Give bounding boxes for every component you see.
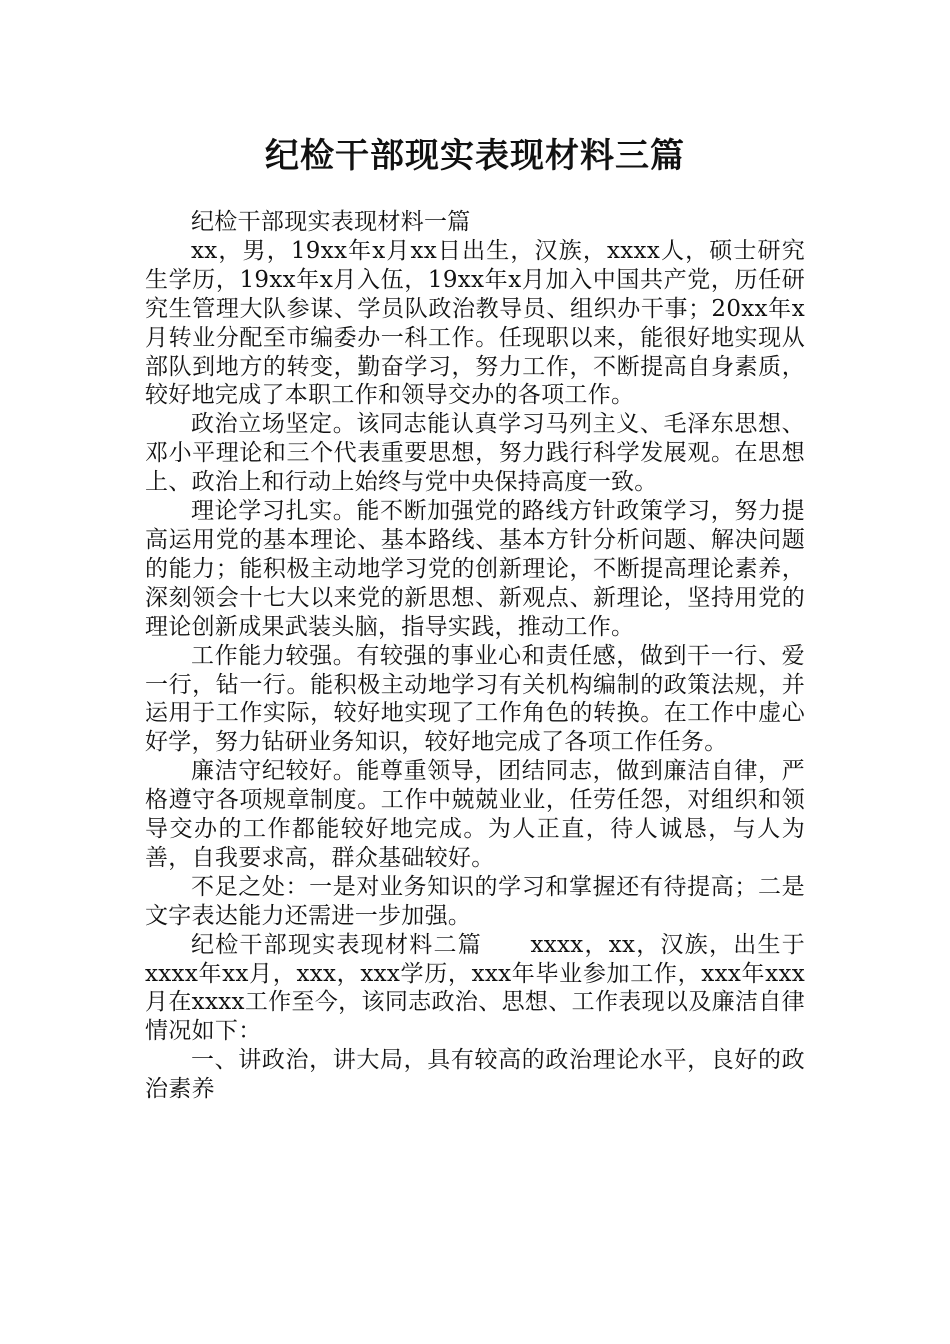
paragraph-theory-study: 理论学习扎实。能不断加强党的路线方针政策学习，努力提高运用党的基本理论、基本路线、基本方针分析问题、解决问题的能力；能积极主动地学习党的创新理论，不断提高理论素养，深刻领会十七大以来党的新思想、新观点、新理论，坚持用党的理论创新成果武装头脑，指导实践，推动工作。 bbox=[145, 498, 805, 640]
document-body bbox=[145, 208, 805, 1104]
document-title: 纪检干部现实表现材料三篇 bbox=[265, 136, 685, 176]
paragraph-political-stance: 政治立场坚定。该同志能认真学习马列主义、毛泽东思想、邓小平理论和三个代表重要思想，努力践行科学发展观。在思想上、政治上和行动上始终与党中央保持高度一致。 bbox=[145, 411, 805, 496]
paragraph-section-two-intro: 纪检干部现实表现材料二篇 xxxx，xx，汉族，出生于xxxx年xx月，xxx，xxx学历，xxx年毕业参加工作，xxx年xxx月在xxxx工作至今，该同志政治、思想、工作表现以及廉洁自律情况如下： bbox=[145, 931, 805, 1045]
paragraph-shortcomings: 不足之处：一是对业务知识的学习和掌握还有待提高；二是文字表达能力还需进一步加强。 bbox=[145, 873, 805, 929]
section-heading-one: 纪检干部现实表现材料一篇 bbox=[191, 209, 471, 235]
paragraph-work-ability: 工作能力较强。有较强的事业心和责任感，做到干一行、爱一行，钻一行。能积极主动地学习有关机构编制的政策法规，并运用于工作实际，较好地实现了工作角色的转换。在工作中虚心好学，努力钻研业务知识，较好地完成了各项工作任务。 bbox=[145, 642, 805, 756]
paragraph-personal-info: xx，男，19xx年x月xx日出生，汉族，xxxx人，硕士研究生学历，19xx年x月入伍，19xx年x月加入中国共产党，历任研究生管理大队参谋、学员队政治教导员、组织办干事；20xx年x月转业分配至市编委办一科工作。任现职以来，能很好地实现从部队到地方的转变，勤奋学习，努力工作，不断提高自身素质，较好地完成了本职工作和领导交办的各项工作。 bbox=[145, 237, 805, 409]
paragraph-politics-heading: 一、讲政治，讲大局，具有较高的政治理论水平，良好的政治素养 bbox=[145, 1047, 805, 1103]
paragraph-integrity: 廉洁守纪较好。能尊重领导，团结同志，做到廉洁自律，严格遵守各项规章制度。工作中兢兢业业，任劳任怨，对组织和领导交办的工作都能较好地完成。为人正直，待人诚恳，与人为善，自我要求高，群众基础较好。 bbox=[145, 758, 805, 871]
